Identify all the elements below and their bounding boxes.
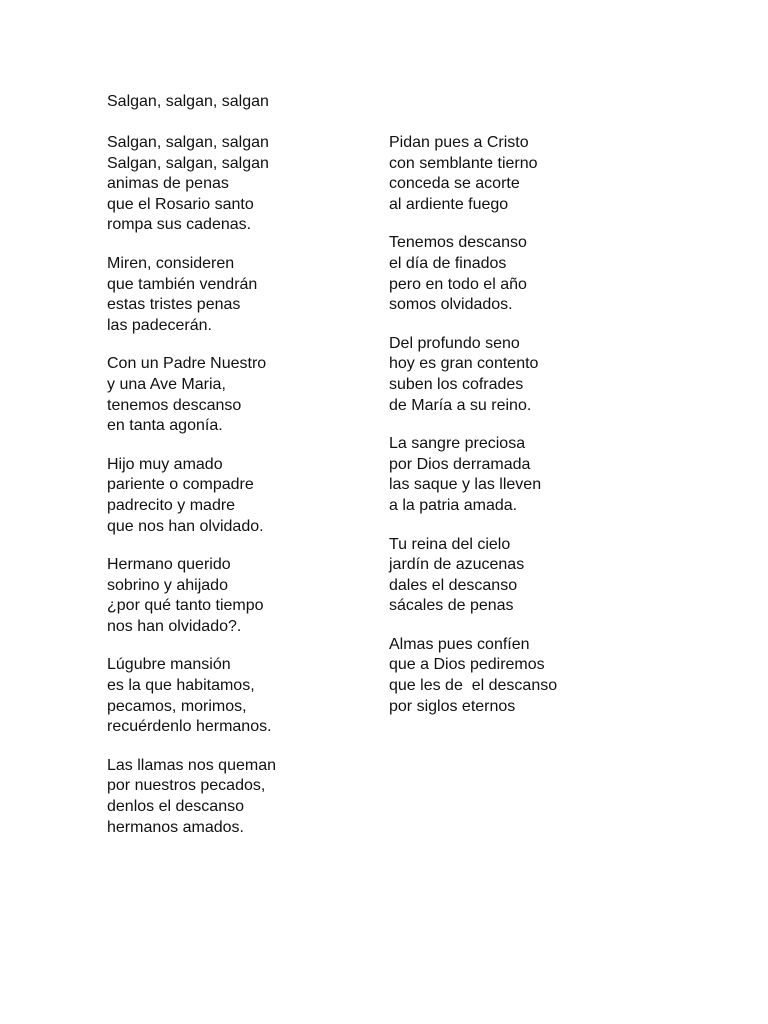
verse-line: las padecerán. [107,316,212,334]
verse-line: sácales de penas [389,597,514,615]
verse-line: Tenemos descanso [389,234,527,252]
left-column [107,133,276,856]
verse-line: pecamos, morimos, [107,697,247,715]
verse-line: y una Ave Maria, [107,375,226,393]
verse-line: hermanos amados. [107,818,244,836]
verse-line: padrecito y madre [107,496,236,514]
verse-line: por siglos eternos [389,697,516,715]
verse-line: estas tristes penas [107,296,241,314]
verse-line: que el Rosario santo [107,195,254,213]
verse-line: recuérdenlo hermanos. [107,718,272,736]
verse-line: pero en todo el año [389,275,527,293]
verse-line: con semblante tierno [389,154,538,172]
stanza [107,354,276,436]
verse-line: en tanta agonía. [107,417,223,435]
verse-line: Almas pues confíen [389,635,530,653]
verse-line: por Dios derramada [389,455,531,473]
verse-line: por nuestros pecados, [107,777,266,795]
verse-line: Miren, consideren [107,254,235,272]
verse-line: La sangre preciosa [389,435,526,453]
verse-line: a la patria amada. [389,496,518,514]
verse-line: ¿por qué tanto tiempo [107,597,264,615]
stanza [107,756,276,838]
stanza [107,133,276,236]
right-column [389,133,557,735]
verse-line: al ardiente fuego [389,195,509,213]
verse-line: dales el descanso [389,576,518,594]
verse-line: denlos el descanso [107,798,244,816]
verse-line: Tu reina del cielo [389,535,511,553]
verse-line: Salgan, salgan, salgan [107,134,269,151]
verse-line: animas de penas [107,175,229,193]
verse-line: Pidan pues a Cristo [389,134,529,151]
stanza [389,233,557,315]
verse-line: es la que habitamos, [107,677,255,695]
verse-line: Las llamas nos queman [107,756,276,774]
stanza [107,555,276,637]
verse-line: Lúgubre mansión [107,656,231,674]
verse-line: sobrino y ahijado [107,576,228,594]
stanza [389,635,557,717]
verse-line: hoy es gran contento [389,355,539,373]
verse-line: rompa sus cadenas. [107,216,252,234]
verse-line: Con un Padre Nuestro [107,355,267,373]
verse-line: las saque y las lleven [389,476,542,494]
verse-line: suben los cofrades [389,375,524,393]
stanza [389,535,557,617]
verse-line: Del profundo seno [389,334,520,352]
verse-line: Hermano querido [107,556,231,574]
stanza [107,455,276,537]
verse-line: tenemos descanso [107,396,242,414]
verse-line: que les de el descanso [389,677,558,695]
stanza [107,655,276,737]
stanza [389,434,557,516]
verse-line: que a Dios pediremos [389,656,545,674]
verse-line: que también vendrán [107,275,258,293]
verse-line: Salgan, salgan, salgan [107,154,269,172]
poem-title: Salgan, salgan, salgan [107,93,269,110]
verse-line: nos han olvidado?. [107,617,242,635]
verse-line: somos olvidados. [389,296,513,314]
verse-line: el día de finados [389,254,507,272]
stanza [389,334,557,416]
verse-line: de María a su reino. [389,396,532,414]
verse-line: que nos han olvidado. [107,517,264,535]
verse-line: conceda se acorte [389,175,520,193]
verse-line: pariente o compadre [107,476,254,494]
stanza [389,133,557,215]
verse-line: Hijo muy amado [107,455,223,473]
stanza [107,254,276,336]
verse-line: jardín de azucenas [389,556,525,574]
